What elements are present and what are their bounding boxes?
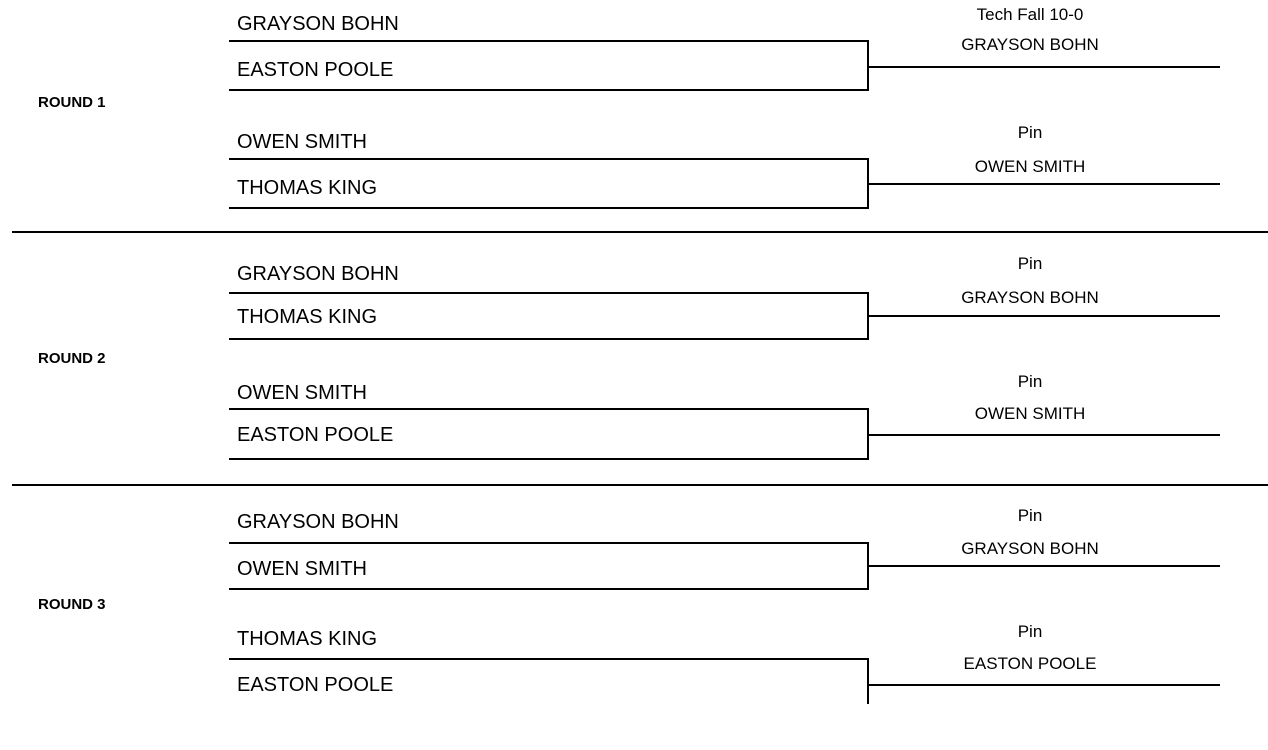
wrestler-bottom: THOMAS KING (237, 306, 378, 328)
round-divider (12, 484, 1268, 486)
match-result: Pin (1017, 254, 1043, 273)
match-winner: GRAYSON BOHN (961, 539, 1099, 558)
round-3 (0, 500, 1268, 750)
round-label: ROUND 2 (38, 350, 106, 367)
winner-line (869, 565, 1220, 567)
winner-line (869, 66, 1220, 68)
wrestler-bottom: OWEN SMITH (237, 558, 367, 580)
wrestler-top: GRAYSON BOHN (237, 13, 399, 35)
wrestler-top: THOMAS KING (237, 628, 378, 650)
round-label: ROUND 1 (38, 94, 106, 111)
wrestler-bottom-line (229, 588, 869, 590)
wrestler-top-line (229, 292, 869, 294)
match-winner: GRAYSON BOHN (961, 35, 1099, 54)
match-result: Pin (1017, 622, 1043, 641)
wrestler-top: OWEN SMITH (237, 131, 367, 153)
wrestler-top-line (229, 542, 869, 544)
wrestler-bottom-line (229, 338, 869, 340)
match-winner: EASTON POOLE (963, 654, 1097, 673)
wrestler-bottom-line (229, 89, 869, 91)
winner-line (869, 434, 1220, 436)
wrestler-bottom: EASTON POOLE (237, 59, 394, 81)
wrestler-top-line (229, 658, 869, 660)
wrestler-bottom: EASTON POOLE (237, 424, 394, 446)
round-1 (0, 0, 1268, 250)
match-result: Tech Fall 10-0 (976, 5, 1084, 24)
round-matches (0, 250, 1268, 500)
match-result: Pin (1017, 372, 1043, 391)
wrestler-bottom: THOMAS KING (237, 177, 378, 199)
match-result: Pin (1017, 123, 1043, 142)
match-winner: OWEN SMITH (974, 404, 1086, 423)
wrestler-top: GRAYSON BOHN (237, 511, 399, 533)
match-winner: GRAYSON BOHN (961, 288, 1099, 307)
wrestler-bottom-line (229, 458, 869, 460)
winner-line (869, 183, 1220, 185)
round-matches (0, 500, 1268, 750)
winner-line (869, 315, 1220, 317)
round-divider (12, 231, 1268, 233)
match (0, 368, 1268, 493)
wrestler-top: GRAYSON BOHN (237, 263, 399, 285)
round-matches (0, 0, 1268, 250)
match (0, 0, 1268, 125)
wrestler-top-line (229, 408, 869, 410)
match (0, 250, 1268, 375)
winner-line (869, 684, 1220, 686)
match (0, 118, 1268, 243)
bracket-connector (867, 658, 869, 704)
match (0, 500, 1268, 625)
wrestler-top-line (229, 40, 869, 42)
match (0, 616, 1268, 741)
wrestler-top-line (229, 158, 869, 160)
wrestler-bottom-line (229, 207, 869, 209)
match-winner: OWEN SMITH (974, 157, 1086, 176)
round-2 (0, 250, 1268, 500)
wrestler-bottom: EASTON POOLE (237, 674, 394, 696)
wrestler-top: OWEN SMITH (237, 382, 367, 404)
round-label: ROUND 3 (38, 596, 106, 613)
match-result: Pin (1017, 506, 1043, 525)
